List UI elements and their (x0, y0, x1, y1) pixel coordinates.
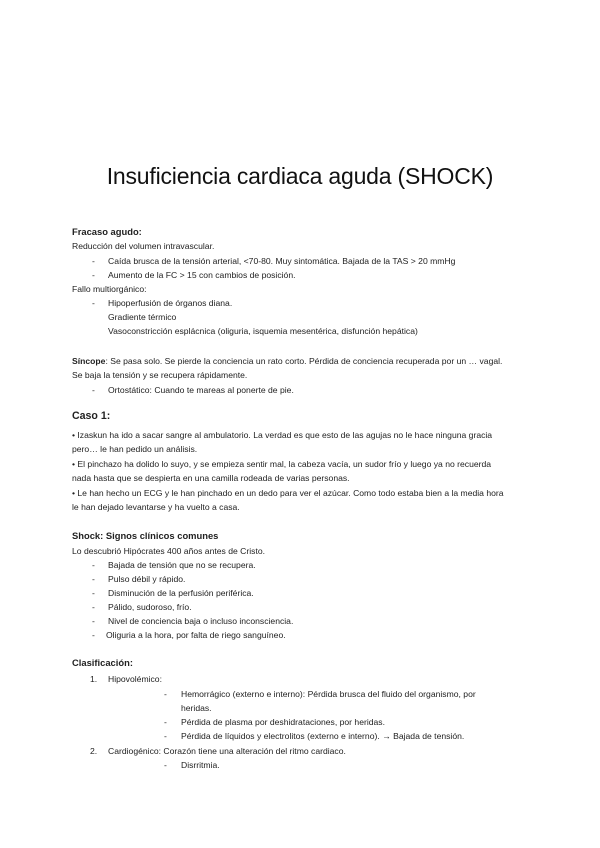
bullet-dash: - (92, 385, 95, 395)
bullet-dash: - (92, 602, 95, 612)
section-heading-caso: Caso 1: (72, 410, 111, 422)
list-item: Ortostático: Cuando te mareas al ponerte de pie. (108, 385, 294, 395)
list-item: heridas. (181, 703, 212, 713)
list-item: Hipoperfusión de órganos diana. (108, 298, 233, 308)
page-title: Insuficiencia cardiaca aguda (SHOCK) (106, 163, 494, 189)
list-item: Gradiente térmico (108, 312, 177, 322)
list-item: Disminución de la perfusión periférica. (108, 588, 254, 598)
list-item: Nivel de conciencia baja o incluso inconsciencia. (108, 616, 294, 626)
bullet-dash: - (92, 574, 95, 584)
text-shock-intro: Lo descubrió Hipócrates 400 años antes de Cristo. (72, 546, 265, 556)
bullet-dash: - (92, 298, 95, 308)
bullet-dash: - (164, 731, 167, 741)
caso-line: nada hasta que se despierta en una camilla rodeada de varias personas. (72, 473, 350, 483)
caso-line: • Le han hecho un ECG y le han pinchado en un dedo para ver el azúcar. Como todo estaba bien a la media hora (72, 488, 504, 498)
section-heading-fracaso: Fracaso agudo: (72, 226, 142, 237)
bullet-dash: - (92, 270, 95, 280)
bullet-dash: - (164, 760, 167, 770)
text-reduccion: Reducción del volumen intravascular. (72, 241, 215, 251)
caso-line: • El pinchazo ha dolido lo suyo, y se empieza sentir mal, la cabeza vacía, un sudor frío y luego ya no recuerda (72, 459, 492, 469)
text-sincope (72, 355, 502, 367)
text-sincope-2: Se baja la tensión y se recupera rápidamente. (72, 370, 248, 380)
text-fallo: Fallo multiorgánico: (72, 284, 147, 294)
list-item: Caída brusca de la tensión arterial, <70-80. Muy sintomática. Bajada de la TAS > 20 mmHg (108, 256, 456, 266)
caso-line: pero… le han pedido un análisis. (72, 444, 198, 454)
list-item: Vasoconstricción esplácnica (oliguria, isquemia mesentérica, disfunción hepática) (108, 326, 418, 336)
bullet-dash: - (92, 630, 95, 640)
list-item: Pérdida de plasma por deshidrataciones, por heridas. (181, 717, 385, 727)
bullet-dash: - (164, 717, 167, 727)
caso-line: le han dejado levantarse y ha vuelto a casa. (72, 502, 240, 512)
list-item: Bajada de tensión que no se recupera. (108, 560, 256, 570)
caso-line: • Izaskun ha ido a sacar sangre al ambulatorio. La verdad es que esto de las agujas no le hace ninguna gracia (72, 430, 493, 440)
bullet-dash: - (92, 256, 95, 266)
list-item: Hipovolémico: (108, 674, 162, 684)
list-number: 1. (90, 674, 98, 684)
list-item: Pálido, sudoroso, frío. (108, 602, 192, 612)
bullet-dash: - (92, 616, 95, 626)
sincope-text: : Se pasa solo. Se pierde la conciencia un rato corto. Pérdida de conciencia recuperada por un … vagal. (105, 356, 503, 366)
bullet-dash: - (92, 588, 95, 598)
section-heading-clasificacion: Clasificación: (72, 657, 133, 668)
list-item: Aumento de la FC > 15 con cambios de posición. (108, 270, 296, 280)
bullet-dash: - (92, 560, 95, 570)
section-heading-shock: Shock: Signos clínicos comunes (72, 530, 219, 541)
list-item: Disrritmia. (181, 760, 220, 770)
list-item: Hemorrágico (externo e interno): Pérdida brusca del fluido del organismo, por (181, 689, 476, 699)
list-item: Cardiogénico: Corazón tiene una alteración del ritmo cardiaco. (108, 746, 346, 756)
bullet-dash: - (164, 689, 167, 699)
list-item: Pérdida de líquidos y electrolitos (externo e interno). → Bajada de tensión. (181, 731, 465, 741)
list-item: Oliguria a la hora, por falta de riego sanguíneo. (106, 630, 286, 640)
sincope-label: Síncope (72, 356, 106, 366)
list-number: 2. (90, 746, 98, 756)
list-item: Pulso débil y rápido. (108, 574, 186, 584)
